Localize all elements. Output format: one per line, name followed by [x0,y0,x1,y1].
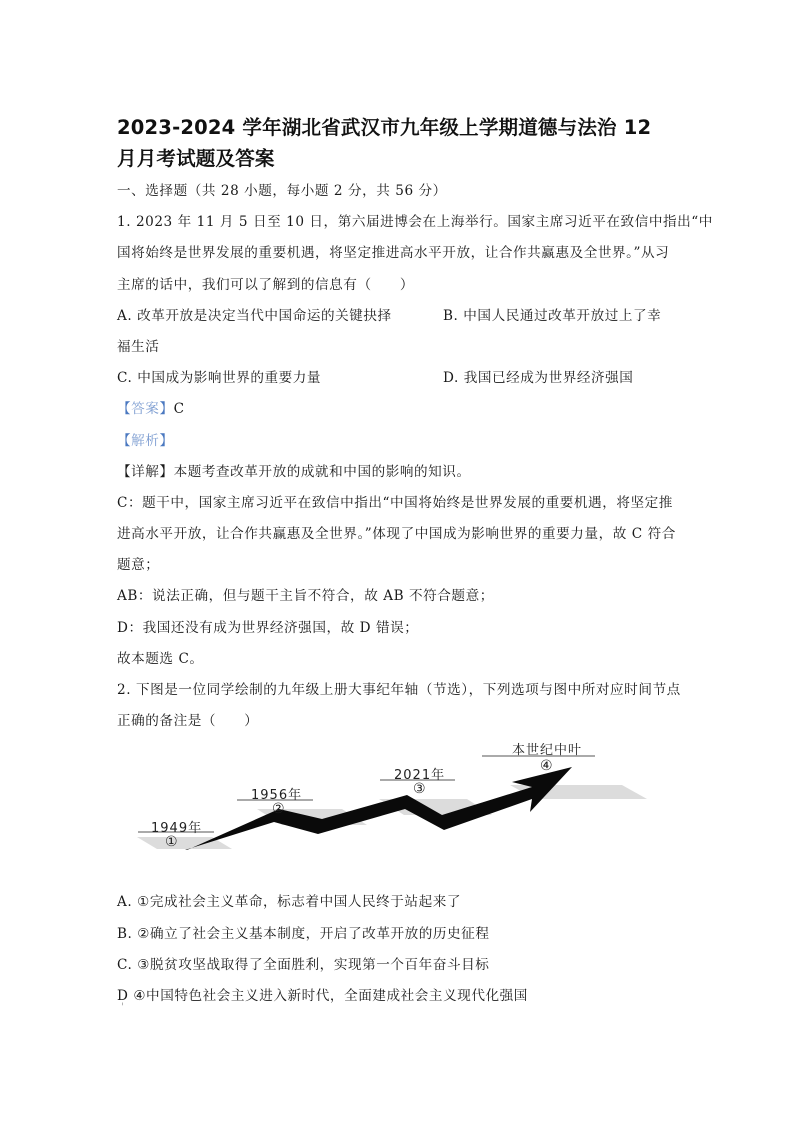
q2-option-d: D ④中国特色社会主义进入新时代，全面建成社会主义现代化强国 [117,987,528,1004]
timeline-label-2021: 2021年 [394,768,446,784]
section-heading: 一、选择题（共 28 小题，每小题 2 分，共 56 分） [117,183,447,199]
q1-detail-line-5: AB：说法正确，但与题干主旨不符合，故 AB 不符合题意； [117,588,494,605]
document-title [117,112,677,174]
timeline-label-1956: 1956年 [251,788,303,804]
timeline-marker-2: ② [272,801,285,818]
q1-detail-line-2: C：题干中，国家主席习近平在致信中指出“中国将始终是世界发展的重要机遇，将坚定推 [117,494,673,511]
stray-mark: ' [121,1002,124,1014]
q1-option-c: C. 中国成为影响世界的重要力量 [117,370,322,387]
q1-stem-line-3: 主席的话中，我们可以了解到的信息有（ ） [117,276,415,293]
q1-detail-line-6: D：我国还没有成为世界经济强国，故 D 错误； [117,619,419,636]
q1-option-b-continued: 福生活 [117,338,160,355]
q2-option-c: C. ③脱贫攻坚战取得了全面胜利，实现第一个百年奋斗目标 [117,956,490,973]
q1-analysis-heading [117,426,677,457]
zigzag-arrow [185,767,572,850]
document-page [117,112,713,1024]
timeline-marker-3: ③ [413,781,426,798]
timeline-marker-1: ① [165,834,178,851]
title-line-2: 月月考试题及答案 [117,147,275,170]
q2-stem-line-1: 2. 下图是一位同学绘制的九年级上册大事纪年轴（节选），下列选项与图中所对应时间节点 [117,682,681,699]
q1-stem-line-2: 国将始终是世界发展的重要机遇，将坚定推进高水平开放，让合作共赢惠及全世界。”从习 [117,245,670,262]
timeline-arrow-graphic [117,737,677,887]
q2-option-a: A. ①完成社会主义革命，标志着中国人民终于站起来了 [117,894,462,911]
q2-option-b: B. ②确立了社会主义基本制度，开启了改革开放的历史征程 [117,925,490,942]
q1-stem-line-1: 1. 2023 年 11 月 5 日至 10 日，第六届进博会在上海举行。国家主席习近平在致信中指出“中 [117,214,713,231]
title-line-1: 2023-2024 学年湖北省武汉市九年级上学期道德与法治 12 [117,116,652,139]
timeline-marker-4: ④ [540,758,553,775]
q1-answer [117,394,677,425]
q1-detail-line-3: 进高水平开放，让合作共赢惠及全世界。”体现了中国成为影响世界的重要力量，故 C 符合 [117,526,676,543]
timeline-label-mid-century: 本世纪中叶 [512,743,583,759]
q1-options-row-1 [117,301,677,332]
q1-option-a: A. 改革开放是决定当代中国命运的关键抉择 [117,307,392,324]
q2-stem-line-2: 正确的备注是（ ） [117,713,259,730]
question-2 [117,675,681,1024]
answer-value: C [173,401,185,418]
answer-tag: 【答案】 [117,401,174,418]
q1-option-d: D. 我国已经成为世界经济强国 [443,370,634,387]
q1-option-b: B. 中国人民通过改革开放过上了幸 [443,307,662,324]
analysis-tag: 【解析】 [117,432,174,449]
question-1 [117,207,713,675]
q1-options-row-2 [117,363,677,394]
timeline-label-1949: 1949年 [151,821,203,837]
q1-detail-line-7: 故本题选 C。 [117,650,204,667]
q1-detail-line-4: 题意； [117,557,160,574]
timeline-diagram [117,737,677,887]
q1-detail-line-1: 【详解】本题考查改革开放的成就和中国的影响的知识。 [117,463,471,480]
